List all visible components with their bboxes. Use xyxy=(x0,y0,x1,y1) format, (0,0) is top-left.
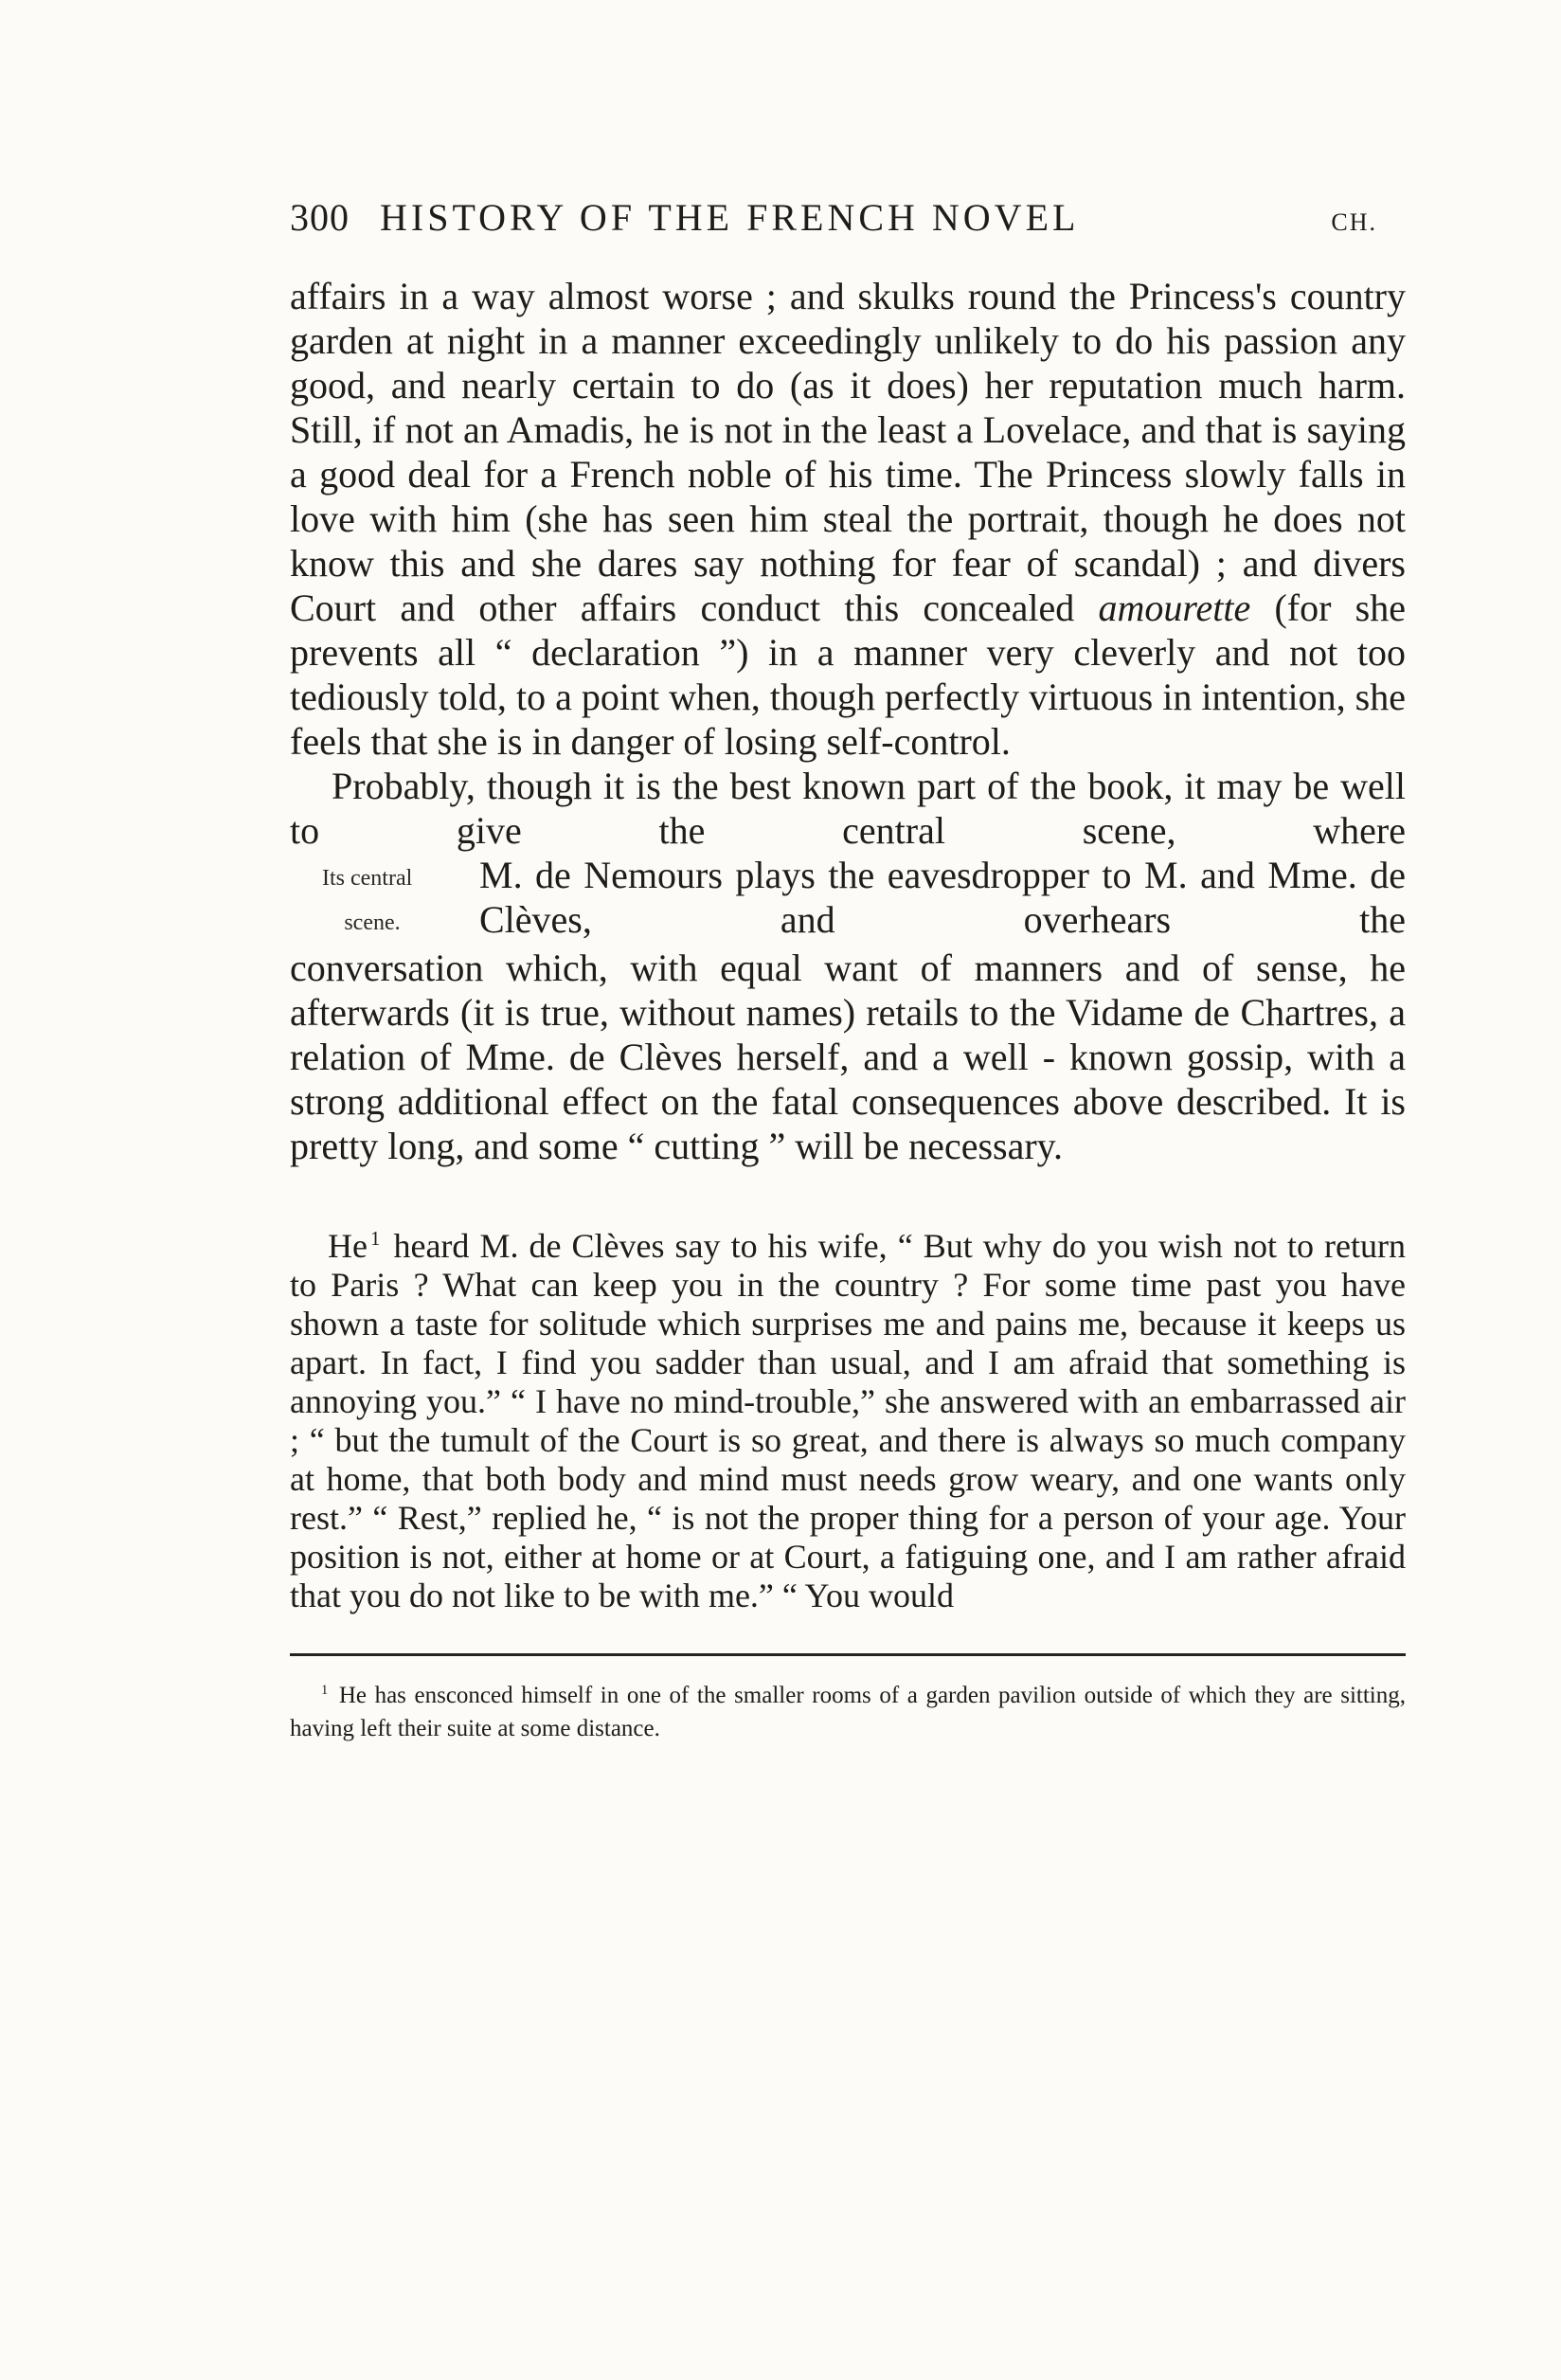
sidenote-row xyxy=(290,853,1406,946)
text-block xyxy=(290,195,1406,1745)
running-title: HISTORY OF THE FRENCH NOVEL xyxy=(380,196,1080,239)
paragraph-2-beside-sidenote: M. de Nemours plays the eavesdropper to M. and Mme. de Clèves, and overhears the xyxy=(479,854,1406,941)
sidenote-line-2: scene. xyxy=(344,911,401,935)
block-quotation xyxy=(290,1227,1406,1615)
running-head xyxy=(290,195,1406,240)
quote-opening-word: He xyxy=(328,1227,368,1265)
paragraph-1-text-a: affairs in a way almost worse ; and skulks round the Princess's country garden at night in a manner exceedingly unlikely to do his passion any good, and nearly certain to do (as it does) her reputation much harm. Still, if not an Amadis, he is not in the least a Lovelace, and that is saying a good deal for a French noble of his time. The Princess slowly falls in love with him (she has seen him steal the portrait, though he does not know this and she dares say nothing for fear of scandal) ; and divers Court and other affairs conduct this concealed xyxy=(290,275,1406,629)
page-number: 300 xyxy=(290,196,350,239)
marginal-sidenote xyxy=(290,853,479,946)
quote-text: heard M. de Clèves say to his wife, “ But why do you wish not to return to Paris ? What can keep you in the country ? For some time past you have shown a taste for solitude which surprises me and pains me, because it keeps us apart. In fact, I find you sadder than usual, and I am afraid that something is annoying you.” “ I have no mind-trouble,” she answered with an embarrassed air ; “ but the tumult of the Court is so great, and there is always so much company at home, that both body and mind must needs grow weary, and one wants only rest.” “ Rest,” replied he, “ is not the proper thing for a person of your age. Your position is not, either at home or at Court, a fatiguing one, and I am rather afraid that you do not like to be with me.” “ You would xyxy=(290,1227,1406,1614)
footnote-text: He has ensconced himself in one of the smaller rooms of a garden pavilion outside of which they are sitting, having left their suite at some distance. xyxy=(290,1683,1406,1741)
italic-word-amourette: amourette xyxy=(1098,586,1251,629)
footnote xyxy=(290,1679,1406,1745)
paragraph-continuation xyxy=(290,274,1406,764)
chapter-abbreviation: CH. xyxy=(1331,208,1377,236)
footnote-marker: 1 xyxy=(321,1682,329,1698)
sidenote-line-1: Its central xyxy=(322,866,413,891)
paragraph-2-intro: Probably, though it is the best known part of the book, it may be well to give the central scene, where xyxy=(290,765,1406,852)
paragraph-2-rest: conversation which, with equal want of manners and of sense, he afterwards (it is true, without names) retails to the Vidame de Chartres, a relation of Mme. de Clèves herself, and a well - known gossip, with a strong additional effect on the fatal consequences above described. It is pretty long, and some “ cutting ” will be necessary. xyxy=(290,947,1406,1167)
footnote-divider-rule xyxy=(290,1653,1406,1656)
page-body xyxy=(290,274,1406,1745)
paragraph-1-text-b: (for she prevents all “ declaration ”) in a manner very cleverly and not too tediously told, to a point when, though perfectly virtuous in intention, she feels that she is in danger of losing self-control. xyxy=(290,586,1406,763)
footnote-reference-mark: 1 xyxy=(369,1227,381,1250)
